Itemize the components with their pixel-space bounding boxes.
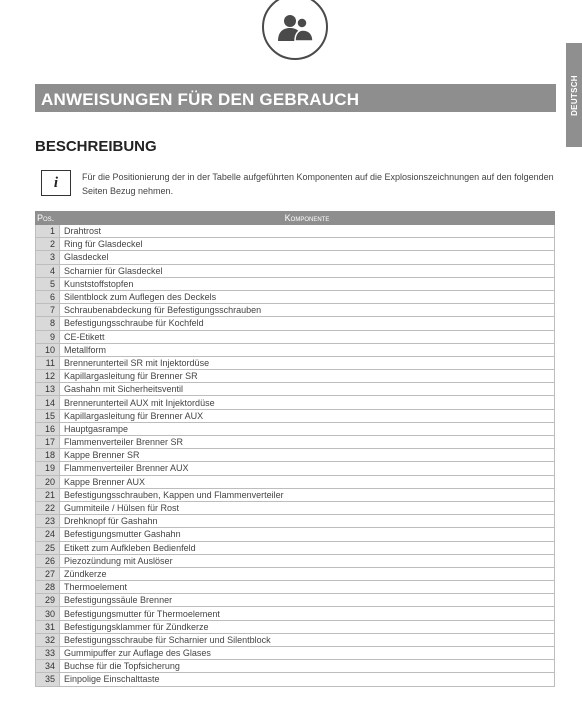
table-row <box>36 277 555 290</box>
row-position: 3 <box>36 251 60 264</box>
table-row <box>36 515 555 528</box>
table-row <box>36 528 555 541</box>
row-component: Buchse für die Topfsicherung <box>60 660 555 673</box>
table-header-row <box>36 212 555 225</box>
table-row <box>36 633 555 646</box>
row-position: 29 <box>36 594 60 607</box>
row-position: 5 <box>36 277 60 290</box>
row-component: Brennerunterteil AUX mit Injektordüse <box>60 396 555 409</box>
row-component: Befestigungsschrauben, Kappen und Flammenverteiler <box>60 488 555 501</box>
row-component: Brennerunterteil SR mit Injektordüse <box>60 356 555 369</box>
table-row <box>36 501 555 514</box>
row-component: Befestigungsklammer für Zündkerze <box>60 620 555 633</box>
row-position: 16 <box>36 422 60 435</box>
header-pos: Pos. <box>36 212 60 225</box>
table-row <box>36 673 555 686</box>
row-component: Etikett zum Aufkleben Bedienfeld <box>60 541 555 554</box>
table-row <box>36 356 555 369</box>
row-position: 15 <box>36 409 60 422</box>
info-icon <box>41 170 71 196</box>
row-position: 33 <box>36 647 60 660</box>
row-component: Metallform <box>60 343 555 356</box>
row-component: Gummiteile / Hülsen für Rost <box>60 501 555 514</box>
row-position: 25 <box>36 541 60 554</box>
table-row <box>36 620 555 633</box>
row-component: Piezozündung mit Auslöser <box>60 554 555 567</box>
info-note: Für die Positionierung der in der Tabelle aufgeführten Komponenten auf die Explosionszeichnungen auf den folgenden Seiten Bezug nehmen. <box>82 172 554 196</box>
language-side-tab-label: DEUTSCH <box>569 74 579 116</box>
row-component: Befestigungsschraube für Scharnier und Silentblock <box>60 633 555 646</box>
row-component: Flammenverteiler Brenner AUX <box>60 462 555 475</box>
row-position: 12 <box>36 370 60 383</box>
table-row <box>36 449 555 462</box>
row-position: 19 <box>36 462 60 475</box>
row-position: 24 <box>36 528 60 541</box>
row-position: 28 <box>36 581 60 594</box>
row-position: 23 <box>36 515 60 528</box>
info-icon-glyph: i <box>53 174 59 191</box>
row-position: 18 <box>36 449 60 462</box>
row-position: 4 <box>36 264 60 277</box>
row-component: Drehknopf für Gashahn <box>60 515 555 528</box>
table-row <box>36 409 555 422</box>
table-row <box>36 554 555 567</box>
row-component: Befestigungsmutter für Thermoelement <box>60 607 555 620</box>
components-table <box>35 211 555 687</box>
row-position: 10 <box>36 343 60 356</box>
row-component: Einpolige Einschalttaste <box>60 673 555 686</box>
row-position: 2 <box>36 238 60 251</box>
row-position: 7 <box>36 304 60 317</box>
row-position: 13 <box>36 383 60 396</box>
row-component: Drahtrost <box>60 225 555 238</box>
users-icon-glyph <box>275 12 315 42</box>
table-row <box>36 383 555 396</box>
row-component: Gashahn mit Sicherheitsventil <box>60 383 555 396</box>
table-row <box>36 581 555 594</box>
row-component: Schraubenabdeckung für Befestigungsschrauben <box>60 304 555 317</box>
row-position: 8 <box>36 317 60 330</box>
row-position: 26 <box>36 554 60 567</box>
row-component: Silentblock zum Auflegen des Deckels <box>60 290 555 303</box>
row-component: Kapillargasleitung für Brenner SR <box>60 370 555 383</box>
row-position: 11 <box>36 356 60 369</box>
row-component: Befestigungsschraube für Kochfeld <box>60 317 555 330</box>
row-component: Kapillargasleitung für Brenner AUX <box>60 409 555 422</box>
subheading: BESCHREIBUNG <box>35 138 157 155</box>
row-position: 30 <box>36 607 60 620</box>
row-position: 35 <box>36 673 60 686</box>
row-component: Flammenverteiler Brenner SR <box>60 436 555 449</box>
table-row <box>36 290 555 303</box>
table-row <box>36 660 555 673</box>
row-component: Hauptgasrampe <box>60 422 555 435</box>
table-row <box>36 462 555 475</box>
row-position: 9 <box>36 330 60 343</box>
row-position: 22 <box>36 501 60 514</box>
table-row <box>36 370 555 383</box>
row-position: 17 <box>36 436 60 449</box>
row-component: Scharnier für Glasdeckel <box>60 264 555 277</box>
row-component: Kappe Brenner SR <box>60 449 555 462</box>
table-row <box>36 264 555 277</box>
table-row <box>36 304 555 317</box>
language-side-tab <box>566 43 582 147</box>
table-row <box>36 330 555 343</box>
row-component: Glasdeckel <box>60 251 555 264</box>
row-component: Befestigungssäule Brenner <box>60 594 555 607</box>
row-position: 20 <box>36 475 60 488</box>
table-row <box>36 422 555 435</box>
table-row <box>36 567 555 580</box>
section-title: ANWEISUNGEN FÜR DEN GEBRAUCH <box>35 84 556 112</box>
table-row <box>36 607 555 620</box>
row-component: Ring für Glasdeckel <box>60 238 555 251</box>
row-position: 27 <box>36 567 60 580</box>
row-component: Kunststoffstopfen <box>60 277 555 290</box>
row-position: 6 <box>36 290 60 303</box>
table-row <box>36 436 555 449</box>
table-row <box>36 647 555 660</box>
table-row <box>36 594 555 607</box>
table-row <box>36 475 555 488</box>
row-position: 21 <box>36 488 60 501</box>
table-row <box>36 225 555 238</box>
row-component: Gummipuffer zur Auflage des Glases <box>60 647 555 660</box>
table-row <box>36 238 555 251</box>
row-position: 34 <box>36 660 60 673</box>
row-component: CE-Etikett <box>60 330 555 343</box>
row-component: Befestigungsmutter Gashahn <box>60 528 555 541</box>
row-component: Kappe Brenner AUX <box>60 475 555 488</box>
row-component: Zündkerze <box>60 567 555 580</box>
row-position: 1 <box>36 225 60 238</box>
row-component: Thermoelement <box>60 581 555 594</box>
table-row <box>36 343 555 356</box>
table-row <box>36 488 555 501</box>
users-icon <box>262 0 328 60</box>
table-row <box>36 541 555 554</box>
table-row <box>36 317 555 330</box>
row-position: 14 <box>36 396 60 409</box>
header-component: Komponente <box>60 212 555 225</box>
table-row <box>36 251 555 264</box>
row-position: 31 <box>36 620 60 633</box>
table-row <box>36 396 555 409</box>
row-position: 32 <box>36 633 60 646</box>
